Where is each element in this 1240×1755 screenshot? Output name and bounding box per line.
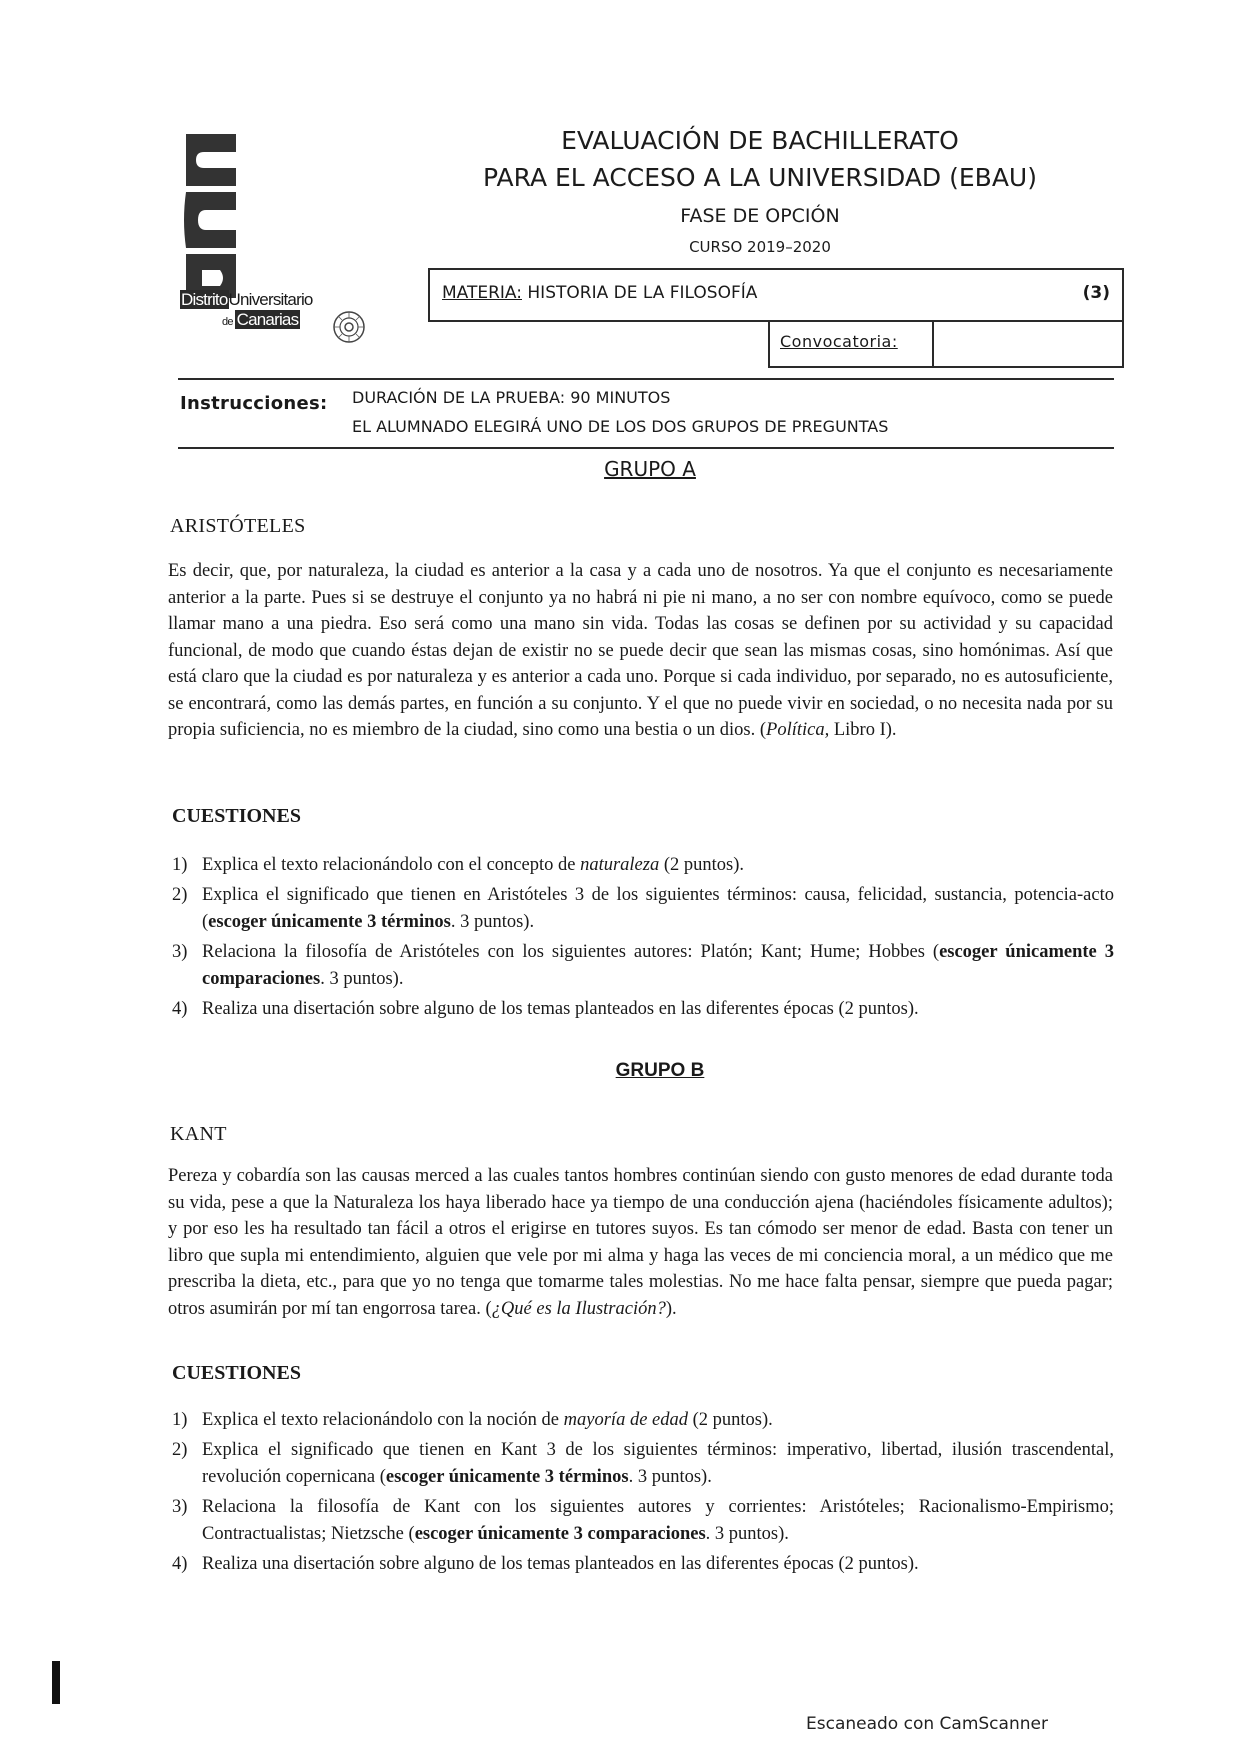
logo-text-line2: de Canarias <box>222 310 299 329</box>
question-item: 3) Relaciona la filosofía de Aristóteles con los siguientes autores: Platón; Kant; Hume; Hobbes (escoger únicamente 3 comparaciones. 3 puntos). <box>172 942 1114 989</box>
question-item: 2) Explica el significado que tienen en Aristóteles 3 de los siguientes términos: causa, felicidad, sustancia, potencia-acto (escoger únicamente 3 términos. 3 puntos). <box>172 885 1114 932</box>
group-a-passage: Es decir, que, por naturaleza, la ciudad es anterior a la casa y a cada uno de nosotros. Ya que el conjunto es necesariamente anterior a la parte. Pues si se destruye el conjunto ya no habrá ni pie ni mano, a no ser con nombre equívoco, como se puede llamar mano a una piedra. Eso será como una mano sin vida. Todas las cosas se definen por su actividad y su capacidad funcional, de modo que cuando éstas dejan de existir no se puede decir que sean las mismas cosas, sino homónimas. Así que está claro que la ciudad es por naturaleza y es anterior a cada uno. Porque si cada individuo, por separado, no es autosuficiente, se encontrará, como las demás partes, en función a su conjunto. Y el que no puede vivir en sociedad, o no necesita nada por su propia suficiencia, no es miembro de la ciudad, sino como una bestia o un dios. (Política, Libro I). <box>168 561 1113 740</box>
question-item: 4) Realiza una disertación sobre alguno de los temas planteados en las diferentes épocas (2 puntos). <box>172 1554 919 1574</box>
question-item: 2) Explica el significado que tienen en Kant 3 de los siguientes términos: imperativo, libertad, ilusión trascendental, revolución copernicana (escoger únicamente 3 términos. 3 puntos). <box>172 1440 1114 1487</box>
group-a-title: GRUPO A <box>604 457 696 481</box>
convocatoria-box <box>768 320 1124 368</box>
logo-text-line1: DistritoUniversitario <box>181 290 313 309</box>
duc-monogram-icon <box>180 130 242 300</box>
convocatoria-divider <box>932 320 934 366</box>
question-item: 3) Relaciona la filosofía de Kant con los siguientes autores y corrientes: Aristóteles; Racionalismo-Empirismo; Contractualistas; Nietzsche (escoger únicamente 3 comparaciones. 3 puntos). <box>172 1497 1114 1544</box>
instructions-label: Instrucciones: <box>180 393 328 414</box>
materia-code: (3) <box>1082 283 1110 303</box>
group-b-title: GRUPO B <box>615 1060 705 1081</box>
group-b-author: KANT <box>170 1123 227 1145</box>
convocatoria-label: Convocatoria: <box>780 332 898 351</box>
group-a-questions <box>172 852 1114 1026</box>
materia-value: HISTORIA DE LA FILOSOFÍA <box>522 283 758 303</box>
group-b-questions <box>172 1407 1114 1581</box>
duc-logo <box>180 130 380 350</box>
group-b-passage: Pereza y cobardía son las causas merced a las cuales tantos hombres continúan siendo con gusto menores de edad durante toda su vida, pese a que la Naturaleza los haya liberado hace ya tiempo de una conducción ajena (haciéndoles físicamente adultos); y por eso les ha resultado tan fácil a otros el erigirse en tutores suyos. Es tan cómodo ser menor de edad. Basta con tener un libro que supla mi entendimiento, alguien que vele por mi alma y haga las veces de mi conciencia moral, a un médico que me prescriba la dieta, etc., para que yo no tenga que tomarme tales molestias. No me hace falta pensar, siempre que pueda pagar; otros asumirán por mí tan engorrosa tarea. (¿Qué es la Ilustración?). <box>168 1166 1113 1319</box>
instructions-duration: DURACIÓN DE LA PRUEBA: 90 MINUTOS <box>352 388 671 407</box>
exam-title-line1: EVALUACIÓN DE BACHILLERATO <box>561 126 959 155</box>
exam-title-line2: PARA EL ACCESO A LA UNIVERSIDAD (EBAU) <box>483 163 1037 192</box>
exam-phase: FASE DE OPCIÓN <box>680 205 840 227</box>
group-b-questions-title: CUESTIONES <box>172 1362 301 1384</box>
camscanner-watermark: Escaneado con CamScanner <box>806 1714 1048 1734</box>
materia-label: MATERIA: HISTORIA DE LA FILOSOFÍA <box>442 283 758 303</box>
instructions-choice: EL ALUMNADO ELEGIRÁ UNO DE LOS DOS GRUPOS DE PREGUNTAS <box>352 417 889 436</box>
question-item: 1) Explica el texto relacionándolo con el concepto de naturaleza (2 puntos). <box>172 855 745 875</box>
scan-edge-mark <box>52 1661 60 1704</box>
divider-bottom <box>178 447 1114 449</box>
divider-top <box>178 378 1114 380</box>
materia-box <box>428 268 1124 322</box>
question-item: 1) Explica el texto relacionándolo con la noción de mayoría de edad (2 puntos). <box>172 1410 773 1430</box>
group-a-questions-title: CUESTIONES <box>172 805 301 827</box>
group-a-author: ARISTÓTELES <box>170 515 306 537</box>
university-seal-icon <box>332 310 366 344</box>
question-item: 4) Realiza una disertación sobre alguno de los temas planteados en las diferentes épocas (2 puntos). <box>172 999 919 1019</box>
exam-course: CURSO 2019–2020 <box>689 238 831 256</box>
